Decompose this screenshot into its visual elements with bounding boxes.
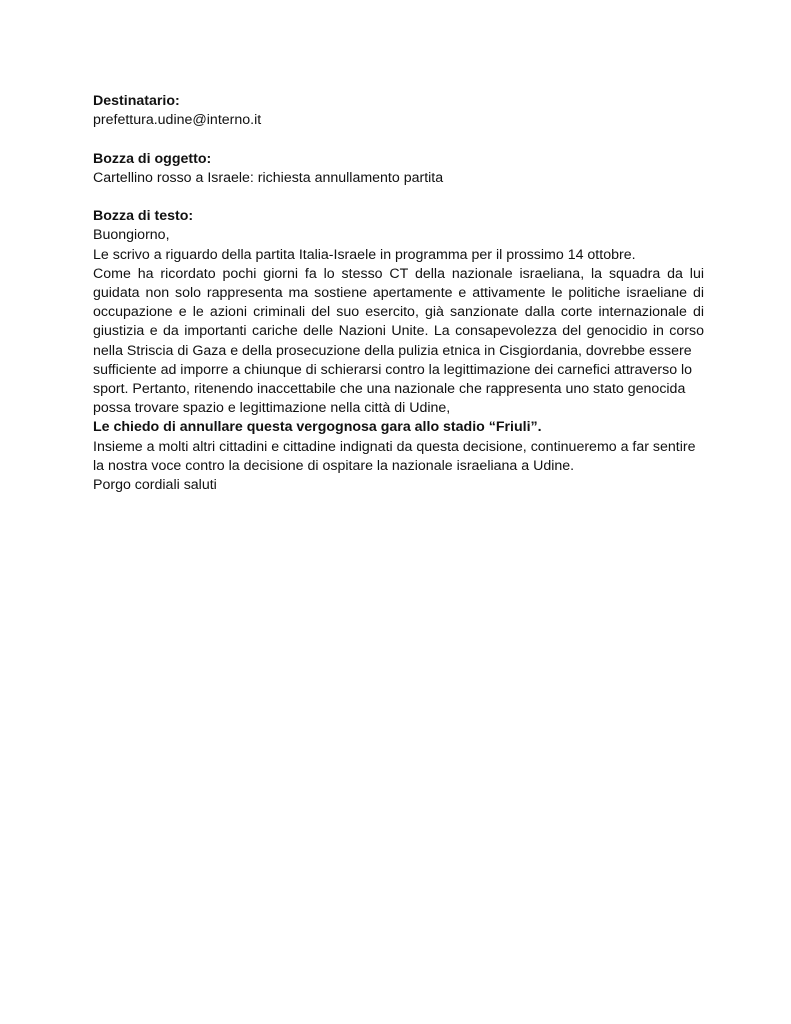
subject-text: Cartellino rosso a Israele: richiesta annullamento partita [93,169,444,186]
subject-label: Bozza di oggetto: [93,150,212,167]
paragraph-line: occupazione e le azioni criminali del suo esercito, già sanzionate dalla corte internazionale di [93,304,704,321]
closing-line: Insieme a molti altri cittadini e cittadine indignati da questa decisione, continueremo a far sentire [93,438,696,455]
paragraph-line: sport. Pertanto, ritenendo inaccettabile che una nazionale che rappresenta uno stato genocida [93,381,686,398]
paragraph-line: sufficiente ad imporre a chiunque di schierarsi contro la legittimazione dei carnefici attraverso lo [93,361,693,378]
signoff: Porgo cordiali saluti [93,477,217,494]
email-draft-document [93,92,704,495]
request-line: Le chiedo di annullare questa vergognosa gara allo stadio “Friuli”. [93,419,542,436]
body-label: Bozza di testo: [93,208,194,225]
greeting: Buongiorno, [93,227,170,244]
paragraph-line: giustizia e da importanti cariche delle Nazioni Unite. La consapevolezza del genocidio in corso [93,323,704,340]
paragraph-line: Come ha ricordato pochi giorni fa lo stesso CT della nazionale israeliana, la squadra da lui [93,265,704,282]
paragraph-line: nella Striscia di Gaza e della prosecuzione della pulizia etnica in Cisgiordania, dovrebbe essere [93,342,692,359]
closing-line: la nostra voce contro la decisione di ospitare la nazionale israeliana a Udine. [93,457,575,474]
paragraph-line: guidata non solo rappresenta ma sostiene apertamente e attivamente le politiche israeliane di [93,285,704,301]
recipient-email: prefettura.udine@interno.it [93,112,262,129]
recipient-label: Destinatario: [93,93,180,109]
paragraph-line: possa trovare spazio e legittimazione nella città di Udine, [93,400,451,417]
intro-line: Le scrivo a riguardo della partita Italia-Israele in programma per il prossimo 14 ottobre. [93,246,636,263]
